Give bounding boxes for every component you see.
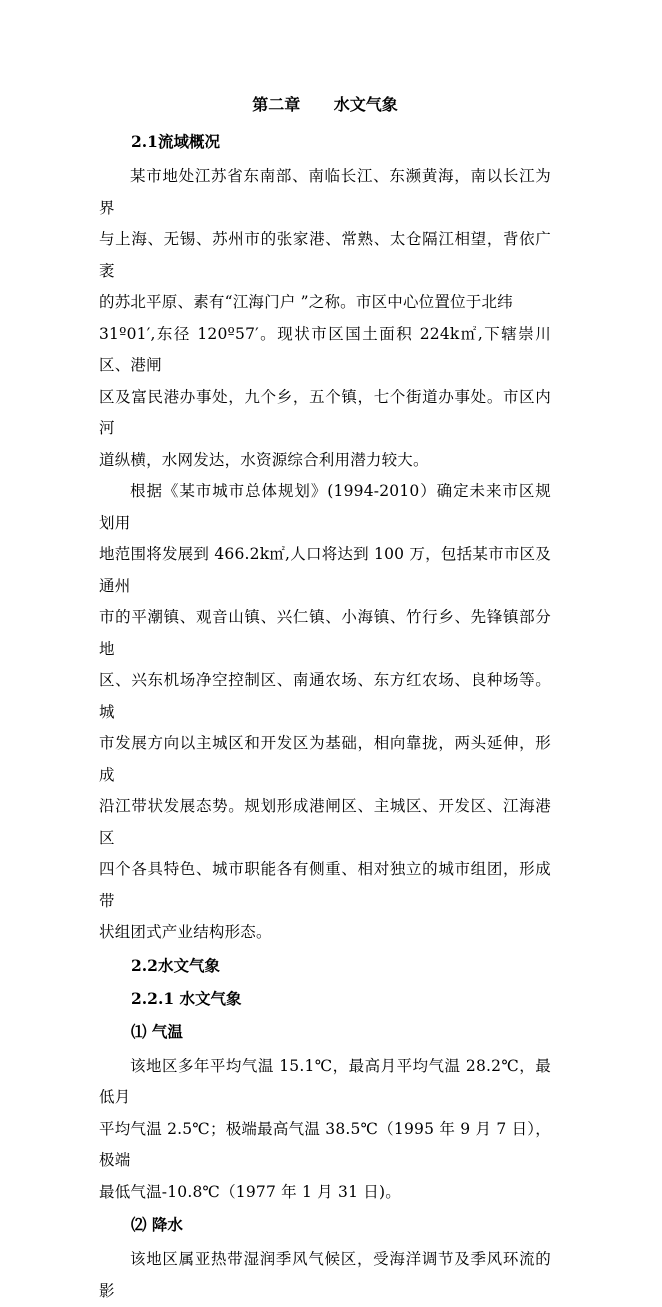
text-line: 四个各具特色、城市职能各有侧重、相对独立的城市组团，形成带 — [99, 860, 551, 910]
text-line: 该地区多年平均气温 15.1℃，最高月平均气温 28.2℃，最低月 — [99, 1056, 551, 1106]
text-line: 平均气温 2.5℃；极端最高气温 38.5℃（1995 年 9 月 7 日），极端 — [99, 1119, 551, 1169]
text-line: 市发展方向以主城区和开发区为基础，相向靠拢，两头延伸，形成 — [99, 734, 551, 784]
section-heading-2-1: 2.1流域概况 — [131, 132, 220, 151]
text-line: 区、兴东机场净空控制区、南通农场、东方红农场、良种场等。城 — [99, 671, 551, 721]
text-line: 31º01′,东径 120º57′。现状市区国土面积 224k㎡,下辖崇川区、港闸 — [99, 324, 551, 374]
paragraph-temperature — [99, 1051, 551, 1209]
text-line: 与上海、无锡、苏州市的张家港、常熟、太仓隔江相望，背依广袤 — [99, 230, 551, 280]
text-line: 该地区属亚热带湿润季风气候区，受海洋调节及季风环流的影 — [99, 1250, 551, 1300]
subheading-temperature: ⑴ 气温 — [131, 1021, 183, 1041]
text-line: 地范围将发展到 466.2k㎡,人口将达到 100 万，包括某市市区及通州 — [99, 545, 551, 595]
chapter-title: 第二章 水文气象 — [252, 95, 398, 114]
text-line: 市的平潮镇、观音山镇、兴仁镇、小海镇、竹行乡、先锋镇部分地 — [99, 608, 551, 658]
text-line: 区及富民港办事处，九个乡，五个镇，七个街道办事处。市区内河 — [99, 387, 551, 437]
section-heading-2-2-1: 2.2.1 水文气象 — [131, 988, 242, 1008]
paragraph-precipitation — [99, 1244, 551, 1307]
text-line: 沿江带状发展态势。规划形成港闸区、主城区、开发区、江海港区 — [99, 797, 551, 847]
paragraph-overview — [99, 161, 551, 476]
section-heading-2-2: 2.2水文气象 — [131, 955, 220, 975]
text-line: 某市地处江苏省东南部、南临长江、东濒黄海，南以长江为界 — [99, 167, 551, 217]
subheading-precipitation: ⑵ 降水 — [131, 1215, 183, 1234]
page-content — [99, 92, 551, 1307]
text-line: 最低气温-10.8℃（1977 年 1 月 31 日)。 — [99, 1182, 401, 1201]
text-line: 根据《某市城市总体规划》(1994-2010）确定未来市区规划用 — [99, 482, 551, 532]
text-line: 道纵横，水网发达，水资源综合利用潜力较大。 — [99, 450, 429, 469]
paragraph-planning — [99, 476, 551, 949]
text-line: 状组团式产业结构形态。 — [99, 923, 272, 941]
text-line: 的苏北平原、素有“江海门户 ”之称。市区中心位置位于北纬 — [99, 293, 513, 311]
